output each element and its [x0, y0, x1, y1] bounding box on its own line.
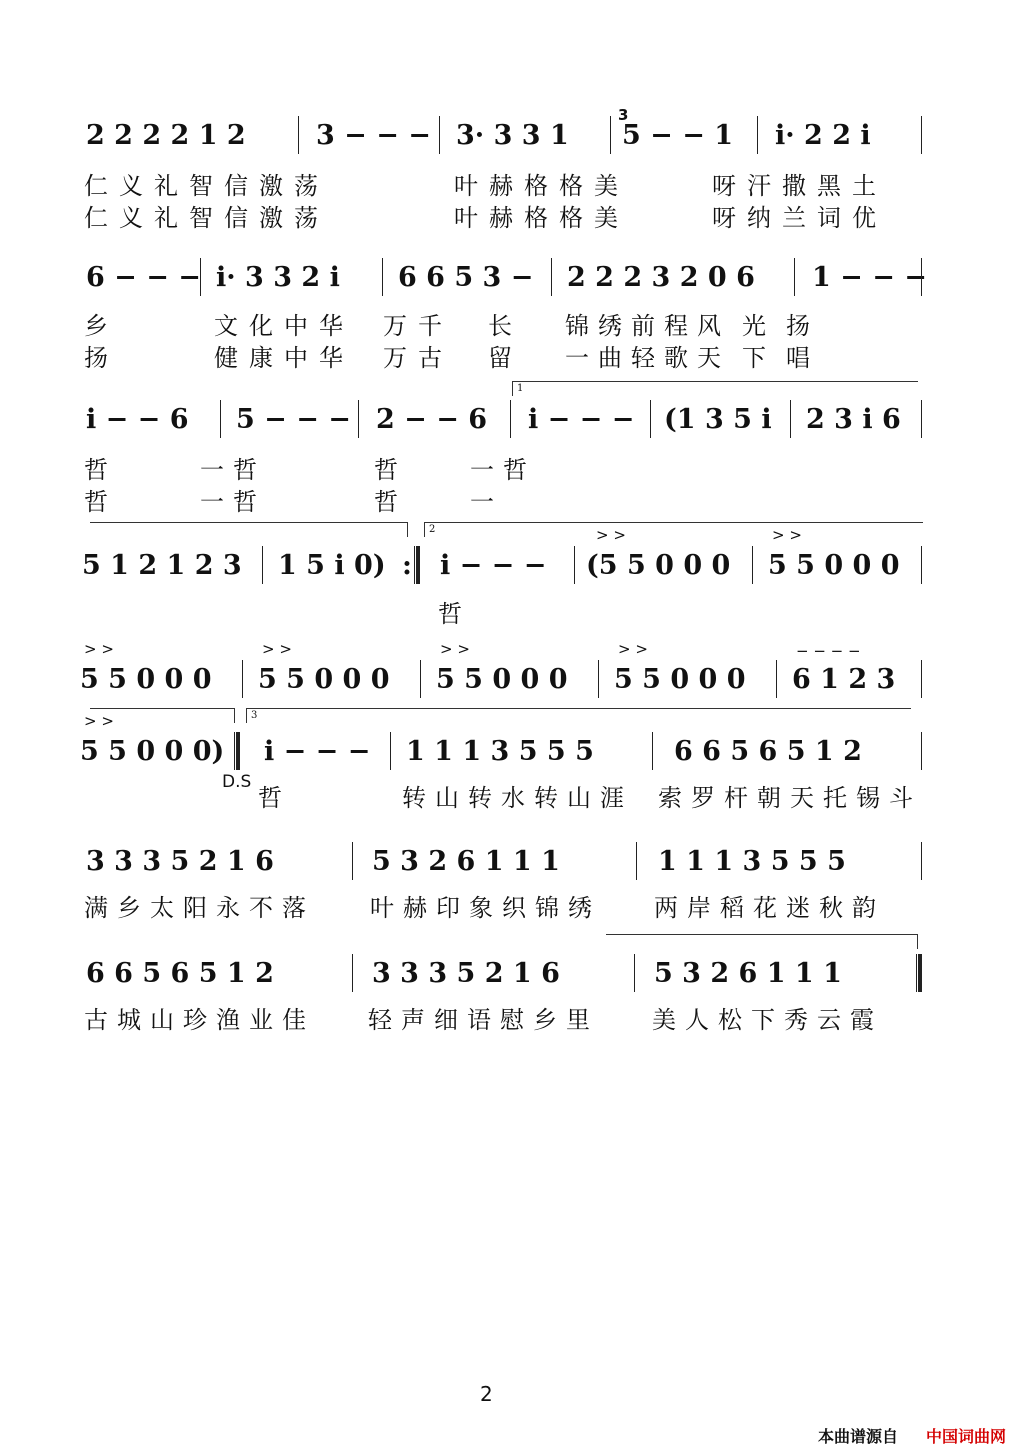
- note: 5 5 0 0 0: [436, 664, 568, 695]
- barline: [921, 660, 922, 698]
- note: 2 − − 6: [376, 404, 488, 435]
- note: 5 5 0 0 0: [768, 550, 900, 581]
- notation-row: [0, 262, 1024, 302]
- lyric: 叶赫格格美: [454, 204, 629, 232]
- lyric: 仁义礼智信激荡: [84, 204, 329, 232]
- lyric: 健康中华: [214, 344, 354, 372]
- barline: [634, 954, 635, 992]
- barline: [598, 660, 599, 698]
- lyric-verse-1: [0, 888, 1024, 922]
- lyric: 下唱: [742, 344, 830, 372]
- lyric: 哲: [84, 488, 108, 516]
- final-barline: [916, 954, 922, 992]
- lyric-verse-2: [0, 338, 1024, 372]
- ds-marker: D.S: [222, 772, 252, 792]
- accent-mark: > >: [618, 640, 648, 658]
- barline: [921, 546, 922, 584]
- lyric: 哲: [258, 784, 282, 812]
- page-number: 2: [480, 1382, 493, 1406]
- lyric: 光扬: [742, 312, 830, 340]
- note: i· 2 2 i: [775, 120, 871, 151]
- volta-3-end: [606, 934, 918, 949]
- note: 1 1 1 3 5 5 5: [658, 846, 846, 877]
- barline: [921, 400, 922, 438]
- lyric: 长: [488, 312, 512, 340]
- barline: [652, 732, 653, 770]
- notation-row: [0, 846, 1024, 886]
- lyric: 锦绣前程风: [565, 312, 730, 340]
- lyric-verse-1: [0, 450, 1024, 484]
- note: 6 6 5 6 5 1 2: [674, 736, 862, 767]
- barline: [757, 116, 758, 154]
- lyric: 文化中华: [214, 312, 354, 340]
- accent-mark: > >: [596, 526, 626, 544]
- barline: [200, 258, 201, 296]
- accent-mark: > >: [772, 526, 802, 544]
- barline: [636, 842, 637, 880]
- repeat-end: :: [402, 550, 412, 581]
- lyric: 呀汗撒黑土: [712, 172, 887, 200]
- note: 6 6 5 6 5 1 2: [86, 958, 274, 989]
- barline: [921, 842, 922, 880]
- barline: [921, 732, 922, 770]
- barline: [298, 116, 299, 154]
- accent-mark: > >: [440, 640, 470, 658]
- note: 2 2 2 2 1 2: [86, 120, 246, 151]
- note: 2 2 2 3 2 0 6: [567, 262, 755, 293]
- lyric: 万古: [383, 344, 453, 372]
- barline: [551, 258, 552, 296]
- lyric: 哲: [84, 456, 108, 484]
- repeat-barline: [414, 546, 420, 584]
- lyric: 古城山珍渔业佳: [84, 1006, 315, 1034]
- note: 5 − − −: [236, 404, 351, 435]
- note: 5 5 0 0 0: [258, 664, 390, 695]
- source-label: 本曲谱源自: [818, 1427, 899, 1446]
- lyric: 万千: [383, 312, 453, 340]
- volta-1-end: [90, 522, 408, 537]
- barline: [610, 116, 611, 154]
- lyric: 叶赫印象织锦绣: [370, 894, 601, 922]
- barline: [510, 400, 511, 438]
- barline: [790, 400, 791, 438]
- lyric: 呀纳兰词优: [712, 204, 887, 232]
- lyric: 叶赫格格美: [454, 172, 629, 200]
- notation-row: [0, 404, 1024, 444]
- lyric: 哲: [374, 488, 398, 516]
- segno-mark: 3: [618, 106, 629, 124]
- lyric: 一曲轻歌天: [565, 344, 730, 372]
- barline: [220, 400, 221, 438]
- note: 3 3 3 5 2 1 6: [86, 846, 274, 877]
- barline: [776, 660, 777, 698]
- note: i − − −: [528, 404, 635, 435]
- lyric: 一: [470, 488, 494, 516]
- barline: [921, 116, 922, 154]
- accent-mark: > >: [262, 640, 292, 658]
- lyric: 乡: [84, 312, 108, 340]
- lyric: 扬: [84, 344, 108, 372]
- note: 1 − − −: [812, 262, 927, 293]
- lyric-verse-1: [0, 166, 1024, 200]
- note: 5 3 2 6 1 1 1: [654, 958, 842, 989]
- barline: [921, 258, 922, 296]
- notation-row: [0, 106, 1024, 160]
- lyric-verse-2: [0, 198, 1024, 232]
- barline: [794, 258, 795, 296]
- lyric-verse-1: [0, 772, 1024, 812]
- site-name-link[interactable]: 中国词曲网: [926, 1427, 1007, 1446]
- lyric: 索罗杆朝天托锡斗: [658, 784, 922, 812]
- note: 5 − − 1: [622, 120, 734, 151]
- note: 6 6 5 3 −: [398, 262, 534, 293]
- barline: [352, 954, 353, 992]
- lyric: 留: [488, 344, 512, 372]
- barline: [352, 842, 353, 880]
- lyric: 满乡太阳永不落: [84, 894, 315, 922]
- lyric: 轻声细语慰乡里: [368, 1006, 599, 1034]
- double-barline: [234, 732, 240, 770]
- note: 1 1 1 3 5 5 5: [406, 736, 594, 767]
- lyric: 两岸稻花迷秋韵: [654, 894, 885, 922]
- note: 5 5 0 0 0: [80, 664, 212, 695]
- lyric: 一哲: [470, 456, 536, 484]
- note: 5 1 2 1 2 3: [82, 550, 242, 581]
- note: i − − 6: [86, 404, 189, 435]
- lyric-verse-1: [0, 1000, 1024, 1034]
- note: 6 1 2 3: [792, 664, 896, 695]
- accent-mark: > >: [84, 640, 114, 658]
- lyric: 转山转水转山涯: [402, 784, 633, 812]
- note: i − − −: [440, 550, 547, 581]
- lyric-verse-2: [0, 482, 1024, 516]
- lyric: 美人松下秀云霞: [652, 1006, 883, 1034]
- note: 6 − − −: [86, 262, 201, 293]
- volta-3: [246, 708, 911, 723]
- volta-2: [424, 522, 923, 537]
- note: 5 5 0 0 0): [80, 736, 225, 767]
- note: 3 − − −: [316, 120, 431, 151]
- lyric: 一哲: [200, 488, 266, 516]
- notation-row: [0, 958, 1024, 998]
- barline: [420, 660, 421, 698]
- barline: [358, 400, 359, 438]
- notation-row: [0, 526, 1024, 590]
- barline: [650, 400, 651, 438]
- volta-number: 3: [251, 710, 258, 721]
- barline: [439, 116, 440, 154]
- note: (1 3 5 i: [664, 404, 772, 435]
- barline: [574, 546, 575, 584]
- barline: [262, 546, 263, 584]
- note: 3· 3 3 1: [456, 120, 569, 151]
- note: i· 3 3 2 i: [216, 262, 340, 293]
- lyric-verse-1: [0, 306, 1024, 340]
- barline: [382, 258, 383, 296]
- notation-row: [0, 712, 1024, 776]
- volta-number: 1: [517, 383, 524, 394]
- note: 3 3 3 5 2 1 6: [372, 958, 560, 989]
- volta-number: 2: [429, 524, 436, 535]
- tenuto-mark: − − − −: [796, 642, 861, 660]
- barline: [242, 660, 243, 698]
- note: i − − −: [264, 736, 371, 767]
- notation-row: [0, 640, 1024, 704]
- accent-mark: > >: [84, 712, 114, 730]
- note: 5 5 0 0 0: [614, 664, 746, 695]
- lyric: 仁义礼智信激荡: [84, 172, 329, 200]
- lyric-verse-1: [0, 594, 1024, 628]
- lyric: 哲: [438, 600, 462, 628]
- note: (5 5 0 0 0: [586, 550, 731, 581]
- volta-1: [512, 381, 918, 396]
- lyric: 一哲: [200, 456, 266, 484]
- note: 5 3 2 6 1 1 1: [372, 846, 560, 877]
- barline: [752, 546, 753, 584]
- lyric: 哲: [374, 456, 398, 484]
- note: 2 3 i 6: [806, 404, 901, 435]
- barline: [390, 732, 391, 770]
- note: 1 5 i 0): [278, 550, 386, 581]
